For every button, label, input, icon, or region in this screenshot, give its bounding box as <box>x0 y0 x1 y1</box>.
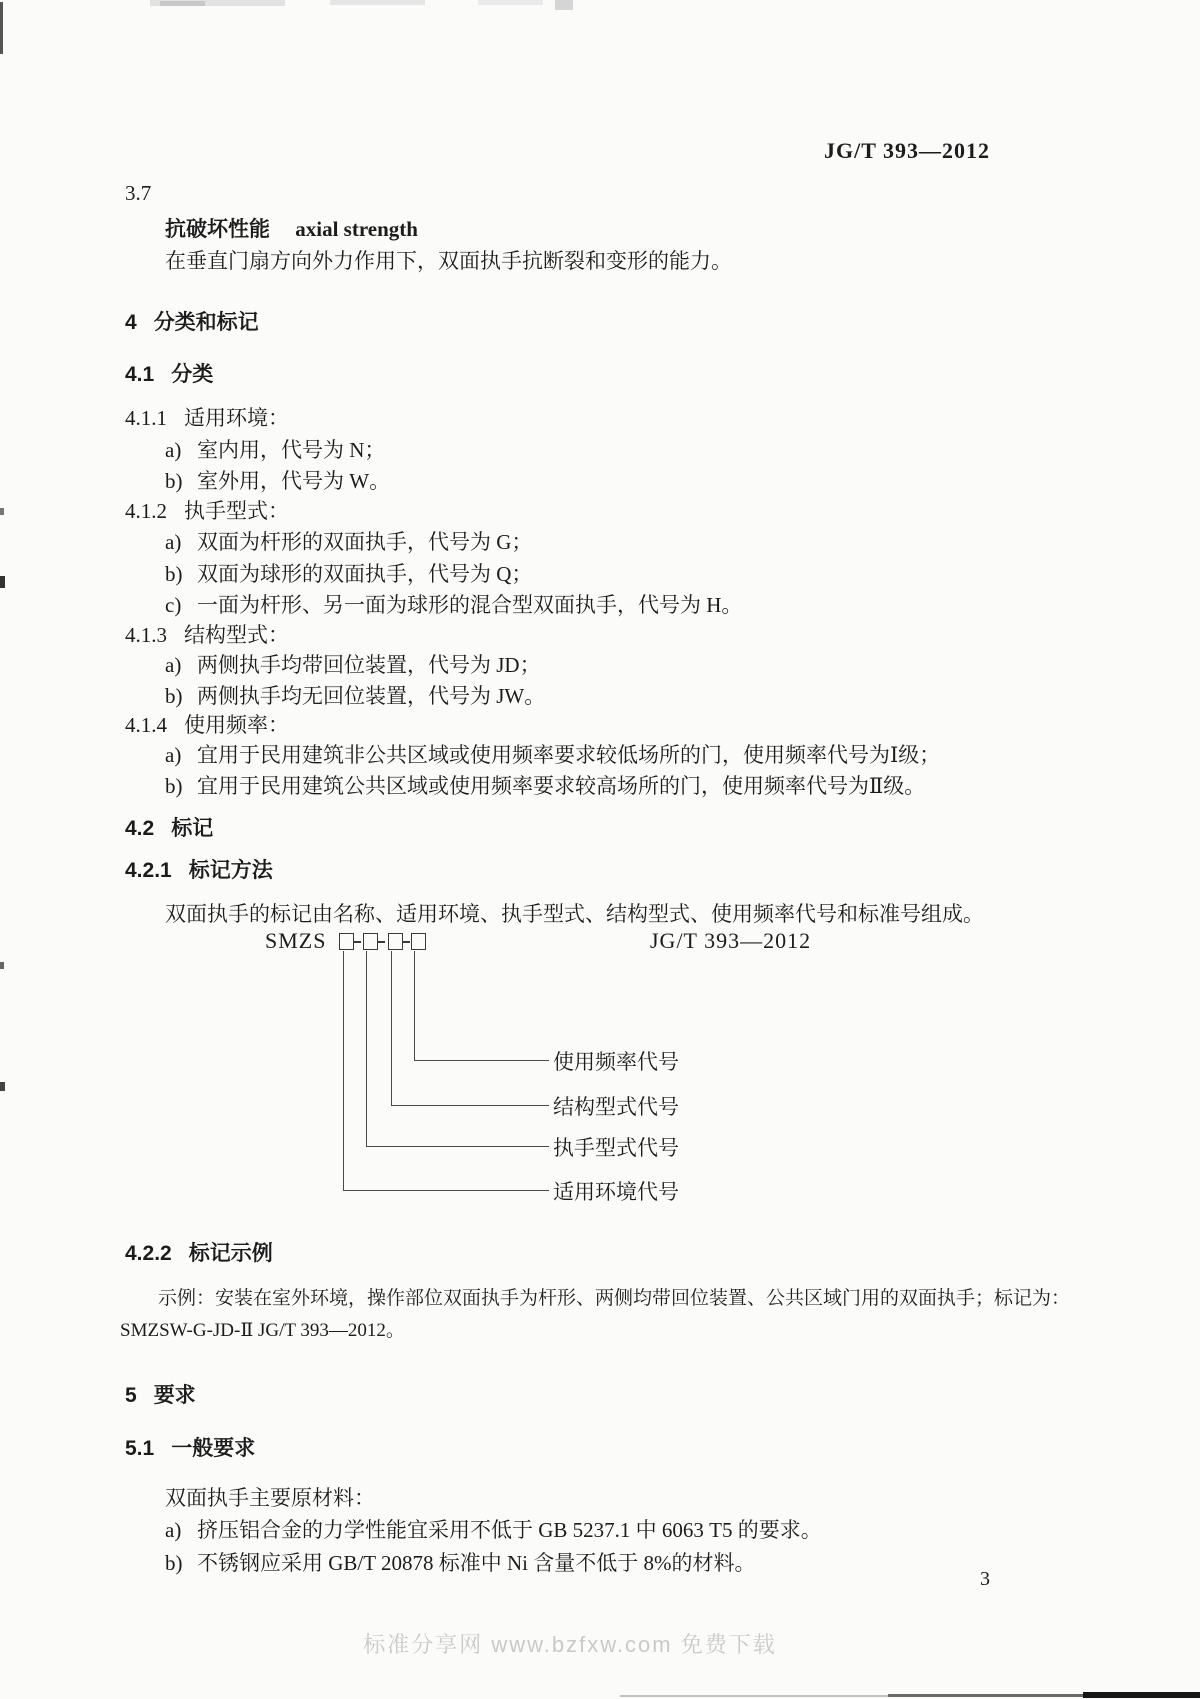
section-number: 4 <box>125 311 137 334</box>
section-number: 4.2 <box>125 817 155 840</box>
term-heading <box>165 216 418 243</box>
scan-smudge <box>330 0 425 5</box>
scan-mark <box>0 508 4 515</box>
item-text: 挤压铝合金的力学性能宜采用不低于 GB 5237.1 中 6063 T5 的要求。 <box>197 1518 822 1542</box>
marking-standard-code: JG/T 393—2012 <box>650 928 812 953</box>
connector-frequency <box>414 951 549 1061</box>
item-text: 室外用，代号为 W。 <box>197 469 391 493</box>
section-title: 一般要求 <box>171 1437 256 1460</box>
section-4-1-4-heading <box>125 712 289 738</box>
section-title: 标记 <box>171 817 214 840</box>
example-line-2: SMZSW-G-JD-Ⅱ JG/T 393—2012。 <box>120 1320 405 1341</box>
code-box-handle-type <box>363 933 378 950</box>
item-text: 宜用于民用建筑非公共区域或使用频率要求较低场所的门，使用频率代号为Ⅰ级； <box>197 743 941 767</box>
section-4-heading <box>125 310 259 336</box>
standard-code-header: JG/T 393—2012 <box>823 138 990 163</box>
scan-bar-light <box>620 1695 890 1697</box>
section-number: 5.1 <box>125 1437 155 1460</box>
code-box-frequency <box>411 933 426 950</box>
item-marker: c) <box>165 593 182 617</box>
item-text: 两侧执手均带回位装置，代号为 JD； <box>197 653 541 677</box>
item-marker: b) <box>165 1551 183 1575</box>
section-title: 标记方法 <box>188 859 273 882</box>
term-definition: 在垂直门扇方向外力作用下，双面执手抗断裂和变形的能力。 <box>165 249 732 273</box>
clause-3-7-number: 3.7 <box>125 181 152 205</box>
list-item <box>165 561 532 587</box>
dash <box>403 941 410 943</box>
section-title: 分类和标记 <box>153 311 259 334</box>
watermark-text: 标准分享网 www.bzfxw.com 免费下载 <box>363 1632 777 1657</box>
section-number: 4.1.4 <box>125 713 167 737</box>
term-english: axial strength <box>295 217 418 241</box>
diagram-label-frequency: 使用频率代号 <box>553 1050 679 1074</box>
scan-bar-medium <box>888 1694 1084 1697</box>
diagram-label-environment: 适用环境代号 <box>553 1180 679 1204</box>
scan-smudge <box>555 0 573 10</box>
scan-smudge <box>478 0 543 5</box>
term-chinese: 抗破坏性能 <box>165 218 270 241</box>
code-box-structure <box>388 933 403 950</box>
section-number: 4.1.1 <box>125 406 167 430</box>
list-item <box>165 683 545 709</box>
section-5-1-heading <box>125 1436 255 1462</box>
list-item <box>165 437 385 463</box>
list-item <box>165 742 940 768</box>
scan-mark <box>0 2 3 54</box>
section-4-1-1-heading <box>125 405 289 431</box>
list-item <box>165 468 390 494</box>
item-marker: b) <box>165 562 183 586</box>
section-title: 执手型式： <box>184 499 289 523</box>
section-title: 分类 <box>171 363 214 386</box>
scan-bar-dark <box>1083 1692 1200 1698</box>
example-line-1: 示例：安装在室外环境，操作部位双面执手为杆形、两侧均带回位装置、公共区域门用的双面执手；标记为： <box>158 1288 1071 1309</box>
materials-intro: 双面执手主要原材料： <box>165 1486 375 1510</box>
section-title: 要求 <box>153 1384 196 1407</box>
section-4-2-1-heading <box>125 858 273 884</box>
section-4-1-3-heading <box>125 622 289 648</box>
item-marker: a) <box>165 1518 182 1542</box>
dash <box>378 941 385 943</box>
item-text: 不锈钢应采用 GB/T 20878 标准中 Ni 含量不低于 8%的材料。 <box>197 1551 756 1575</box>
item-marker: b) <box>165 774 183 798</box>
item-marker: a) <box>165 653 182 677</box>
list-item <box>165 652 541 678</box>
item-marker: a) <box>165 530 182 554</box>
section-title: 使用频率： <box>184 713 289 737</box>
list-item <box>165 1517 822 1543</box>
diagram-label-structure: 结构型式代号 <box>553 1095 679 1119</box>
item-text: 两侧执手均无回位装置，代号为 JW。 <box>197 684 546 708</box>
item-text: 宜用于民用建筑公共区域或使用频率要求较高场所的门，使用频率代号为Ⅱ级。 <box>197 774 926 798</box>
scan-mark <box>0 576 5 588</box>
item-marker: a) <box>165 743 182 767</box>
marking-diagram <box>0 925 1200 1205</box>
section-number: 4.1 <box>125 363 155 386</box>
item-text: 双面为球形的双面执手，代号为 Q； <box>197 562 533 586</box>
page-number: 3 <box>980 1568 990 1590</box>
section-number: 4.1.2 <box>125 499 167 523</box>
marking-prefix: SMZS <box>265 928 327 953</box>
section-4-2-heading <box>125 816 213 842</box>
section-number: 4.2.1 <box>125 859 172 882</box>
section-title: 标记示例 <box>188 1242 273 1265</box>
list-item <box>165 773 925 799</box>
item-text: 双面为杆形的双面执手，代号为 G； <box>197 530 533 554</box>
section-number: 5 <box>125 1384 137 1407</box>
item-text: 室内用，代号为 N； <box>197 438 386 462</box>
list-item <box>165 1550 755 1576</box>
dash <box>354 941 361 943</box>
section-title: 适用环境： <box>184 406 289 430</box>
item-marker: b) <box>165 684 183 708</box>
item-marker: b) <box>165 469 183 493</box>
list-item <box>165 592 742 618</box>
diagram-label-handle-type: 执手型式代号 <box>553 1136 679 1160</box>
section-title: 结构型式： <box>184 623 289 647</box>
section-4-1-2-heading <box>125 498 289 524</box>
section-4-2-2-heading <box>125 1241 273 1267</box>
section-number: 4.2.2 <box>125 1242 172 1265</box>
code-box-environment <box>339 933 354 950</box>
item-marker: a) <box>165 438 182 462</box>
list-item <box>165 529 532 555</box>
section-5-heading <box>125 1383 196 1409</box>
section-4-1-heading <box>125 362 213 388</box>
marking-intro: 双面执手的标记由名称、适用环境、执手型式、结构型式、使用频率代号和标准号组成。 <box>165 902 984 926</box>
section-number: 4.1.3 <box>125 623 167 647</box>
scan-smudge <box>160 1 205 6</box>
item-text: 一面为杆形、另一面为球形的混合型双面执手，代号为 H。 <box>197 593 743 617</box>
